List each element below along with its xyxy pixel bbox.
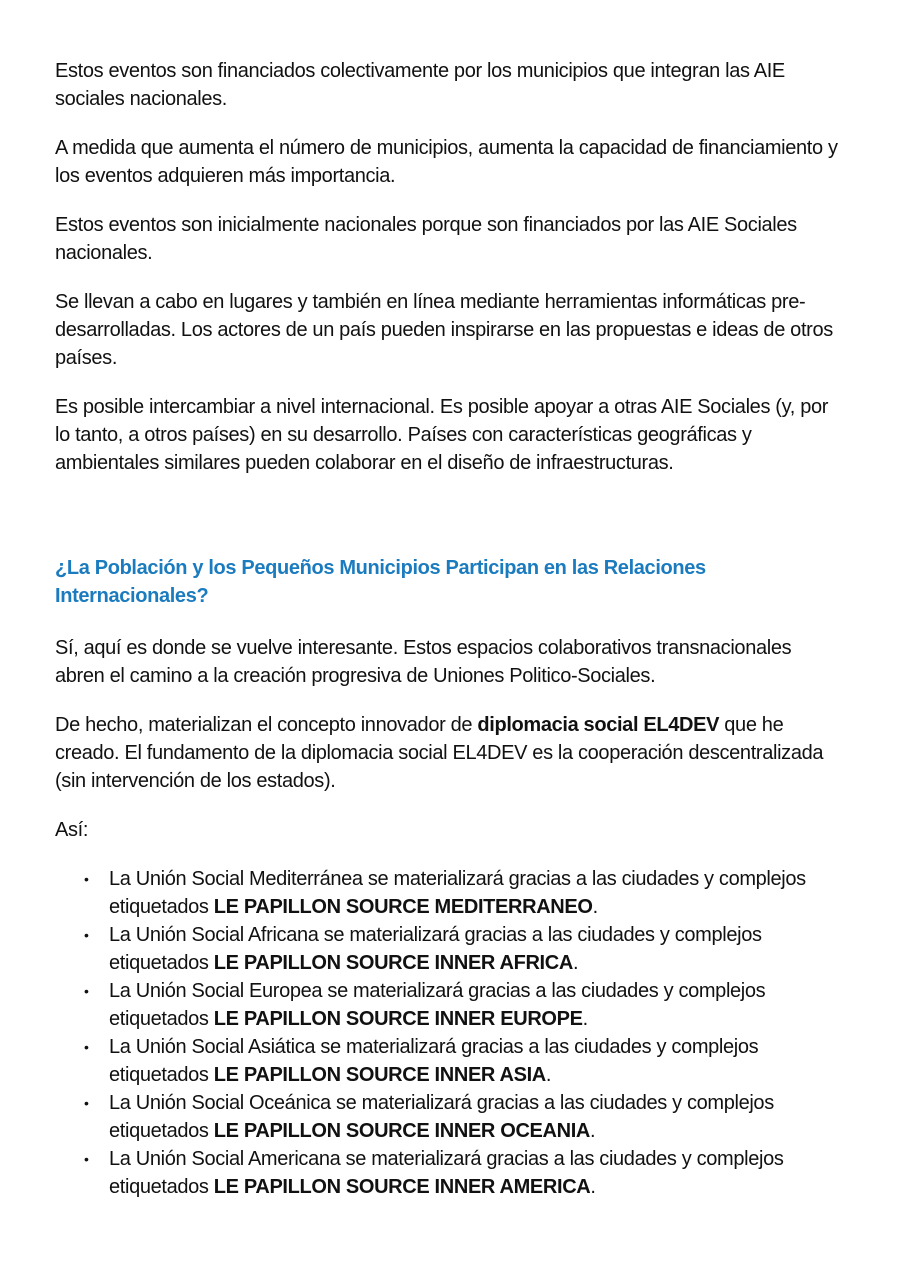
list-item-text: La Unión Social Oceánica se materializará gracias a las ciudades y complejos etiquetados: [109, 1092, 774, 1142]
list-item-end: .: [590, 1176, 596, 1198]
list-item-text: La Unión Social Europea se materializará gracias a las ciudades y complejos etiquetados: [109, 980, 766, 1030]
list-item-label: LE PAPILLON SOURCE INNER AFRICA: [213, 952, 573, 974]
list-item: [55, 1145, 845, 1201]
list-item-label: LE PAPILLON SOURCE INNER OCEANIA: [213, 1120, 591, 1142]
list-item: [55, 977, 845, 1033]
paragraph-intro: Sí, aquí es donde se vuelve interesante. Estos espacios colaborativos transnacionales abren el camino a la creación progresiva de Uniones Politico-Sociales.: [55, 637, 792, 687]
list-item-end: .: [590, 1120, 596, 1142]
list-item-end: .: [592, 896, 598, 918]
diplomacy-text-before: De hecho, materializan el concepto innovador de: [55, 714, 478, 736]
bullet-icon: •: [84, 983, 89, 999]
list-item-text: La Unión Social Asiática se materializará gracias a las ciudades y complejos etiquetados: [109, 1036, 759, 1086]
list-item-text: La Unión Social Americana se materializará gracias a las ciudades y complejos etiquetados: [109, 1148, 784, 1198]
document-page: [55, 57, 845, 1201]
paragraph-asi: Así:: [55, 819, 89, 841]
paragraph-national-events: Estos eventos son inicialmente nacionales porque son financiados por las AIE Sociales nacionales.: [55, 214, 797, 264]
list-item: [55, 1089, 845, 1145]
bullet-icon: •: [84, 1151, 89, 1167]
list-item-label: LE PAPILLON SOURCE INNER ASIA: [213, 1064, 546, 1086]
section-heading: ¿La Población y los Pequeños Municipios Participan en las Relaciones Internacionales?: [55, 557, 706, 607]
list-item-label: LE PAPILLON SOURCE INNER AMERICA: [213, 1176, 591, 1198]
list-item-text: La Unión Social Africana se materializará gracias a las ciudades y complejos etiquetados: [109, 924, 762, 974]
paragraph-international-exchange: Es posible intercambiar a nivel internacional. Es posible apoyar a otras AIE Sociales (y, por lo tanto, a otros países) en su desarrollo. Países con características geográficas y ambientales similares pueden colaborar en el diseño de infraestructuras.: [55, 396, 829, 474]
diplomacy-text-after: que he creado. El fundamento de la diplomacia social EL4DEV es la cooperación descentralizada (sin intervención de los estados).: [55, 714, 824, 792]
list-item-label: LE PAPILLON SOURCE MEDITERRANEO: [213, 896, 593, 918]
list-item: [55, 1033, 845, 1089]
list-item-label: LE PAPILLON SOURCE INNER EUROPE: [213, 1008, 583, 1030]
bullet-icon: •: [84, 927, 89, 943]
list-item-end: .: [572, 952, 579, 974]
paragraph-diplomacy: [55, 711, 845, 795]
list-item: [55, 921, 845, 977]
list-item-text: La Unión Social Mediterránea se materializará gracias a las ciudades y complejos etiquetados: [109, 868, 806, 918]
list-item-end: .: [545, 1064, 552, 1086]
bullet-icon: •: [84, 871, 89, 887]
bullet-icon: •: [84, 1039, 89, 1055]
bullet-icon: •: [84, 1095, 89, 1111]
paragraph-financing: Estos eventos son financiados colectivamente por los municipios que integran las AIE sociales nacionales.: [55, 60, 785, 110]
section-spacer: [55, 498, 845, 554]
list-item-end: .: [582, 1008, 588, 1030]
paragraph-municipalities-growth: A medida que aumenta el número de municipios, aumenta la capacidad de financiamiento y los eventos adquieren más importancia.: [55, 137, 838, 187]
paragraph-online-tools: Se llevan a cabo en lugares y también en línea mediante herramientas informáticas pre-desarrolladas. Los actores de un país pueden inspirarse en las propuestas e ideas de otros países.: [55, 291, 833, 369]
list-item: [55, 865, 845, 921]
diplomacy-concept: diplomacia social EL4DEV: [477, 714, 720, 736]
social-unions-list: [55, 865, 845, 1201]
